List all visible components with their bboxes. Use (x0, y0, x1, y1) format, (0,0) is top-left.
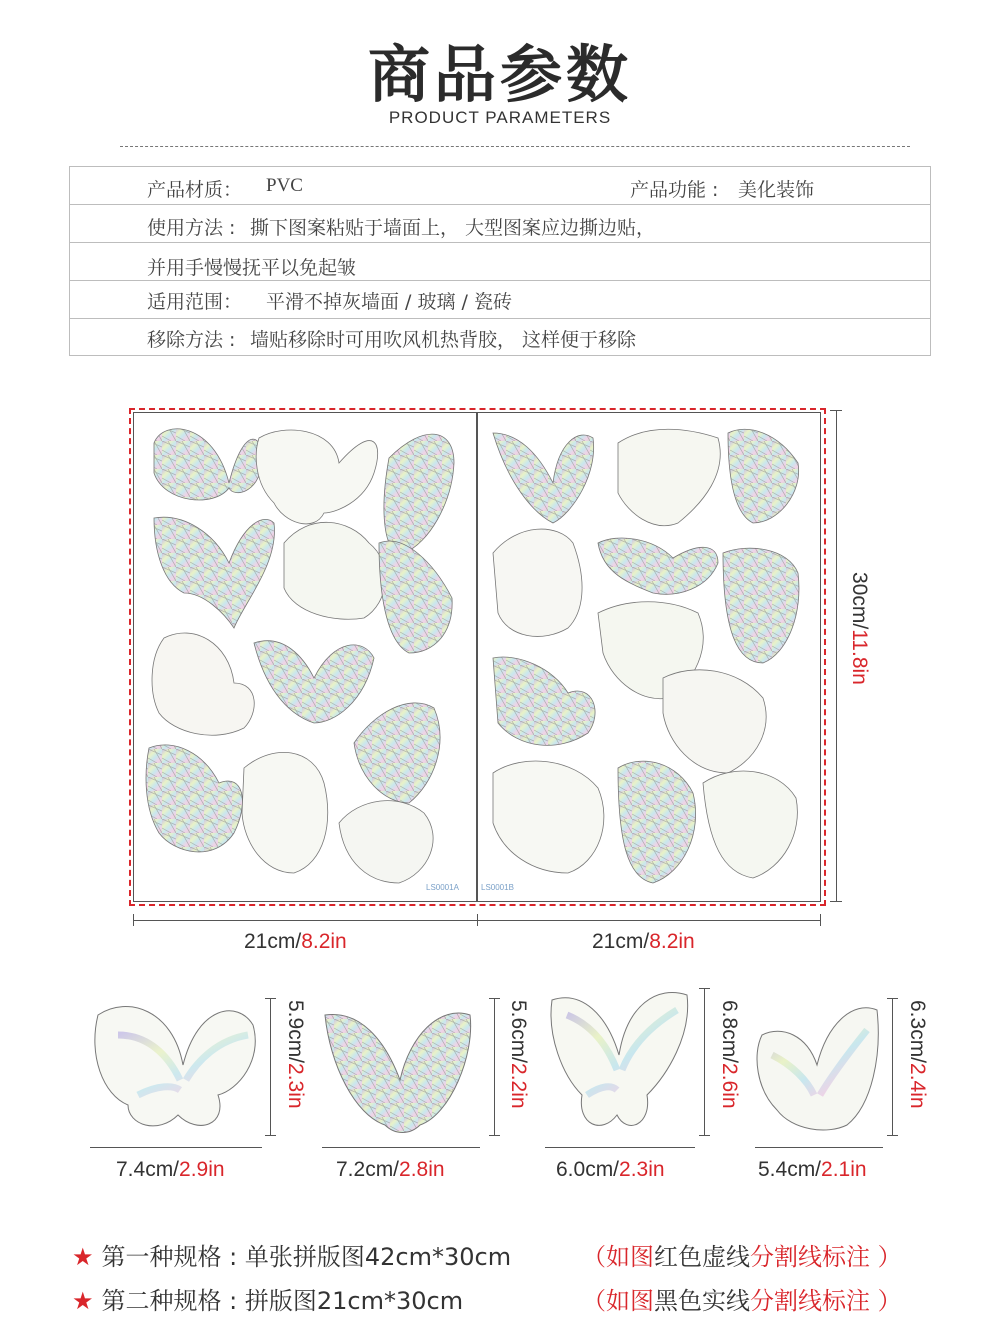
sample-1-width-line (90, 1147, 262, 1148)
sample-3-height-label: 6.8cm/2.6in (718, 1000, 741, 1109)
sample-1-height-tick-bottom (265, 1135, 276, 1136)
sample-3-height-line (704, 988, 705, 1136)
page-subtitle: PRODUCT PARAMETERS (388, 108, 612, 127)
width-tick-mid (477, 914, 478, 926)
sample-4-width-line (755, 1147, 883, 1148)
sample-butterfly-2 (320, 1005, 480, 1135)
red-dashed-split-outline (129, 408, 826, 906)
height-label: 30cm/11.8in (848, 572, 871, 685)
spec-1-paren-open: （如图 (582, 1243, 654, 1271)
sample-2-height-label: 5.6cm/2.2in (507, 1000, 530, 1109)
spec-1-red-dashed: 红色虚线 (654, 1243, 750, 1271)
spec-line-1 (72, 1237, 902, 1272)
sample-3-width-label: 6.0cm/2.3in (556, 1158, 665, 1181)
left-width-label: 21cm/8.2in (244, 930, 347, 953)
function-value: 美化装饰 (738, 179, 815, 201)
page-title: 商品参数 (367, 38, 632, 111)
params-row-usage-cont (70, 243, 930, 281)
sample-4-height-line (892, 998, 893, 1136)
height-tick-top (830, 410, 842, 411)
spec-2-paren-open: （如图 (582, 1287, 654, 1315)
sample-butterfly-4 (752, 995, 884, 1140)
width-tick-left (133, 914, 134, 926)
sample-4-height-tick-bottom (887, 1135, 898, 1136)
spec-2-text: 第二种规格 : 拼版图21cm*30cm (101, 1287, 464, 1315)
height-tick-bottom (830, 901, 842, 902)
header-divider (120, 146, 910, 147)
sample-4-width-label: 5.4cm/2.1in (758, 1158, 867, 1181)
spec-2-paren-close: 分割线标注 ） (750, 1287, 902, 1315)
params-row-material (70, 167, 930, 205)
sample-4-height-label: 6.3cm/2.4in (906, 1000, 929, 1109)
material-value: PVC (266, 175, 303, 196)
sample-3-height-tick-top (699, 988, 710, 989)
sample-3-width-line (545, 1147, 695, 1148)
sample-2-height-tick-bottom (489, 1135, 500, 1136)
params-row-removal (70, 319, 930, 355)
spec-1-text: 第一种规格 : 单张拼版图42cm*30cm (101, 1243, 512, 1271)
sheet-b-code: LS0001B (481, 883, 514, 892)
sample-butterfly-3 (547, 985, 697, 1140)
sample-2-width-line (322, 1147, 480, 1148)
height-dimension-line (836, 410, 837, 902)
scope-value: 平滑不掉灰墙面 / 玻璃 / 瓷砖 (266, 291, 512, 313)
spec-2-black-solid: 黑色实线 (654, 1287, 750, 1315)
usage-value: 撕下图案粘贴于墙面上， 大型图案应边撕边贴， (250, 217, 656, 239)
sample-1-width-label: 7.4cm/2.9in (116, 1158, 225, 1181)
sheet-a-code: LS0001A (426, 883, 459, 892)
star-icon: ★ (72, 1243, 94, 1271)
spec-1-paren-close: 分割线标注 ） (750, 1243, 902, 1271)
material-label: 产品材质： (147, 179, 243, 201)
params-table (69, 166, 931, 356)
sample-4-height-tick-top (887, 998, 898, 999)
star-icon: ★ (72, 1287, 94, 1315)
usage-label: 使用方法 : (147, 217, 236, 239)
scope-label: 适用范围： (147, 291, 243, 313)
params-row-usage (70, 205, 930, 243)
spec-line-2 (72, 1281, 902, 1316)
sample-1-height-tick-top (265, 998, 276, 999)
removal-value: 墙贴移除时可用吹风机热背胶， 这样便于移除 (250, 329, 637, 351)
sample-butterfly-1 (88, 995, 264, 1135)
sample-2-height-line (494, 998, 495, 1136)
usage-value-cont: 并用手慢慢抚平以免起皱 (147, 257, 357, 279)
sample-1-height-label: 5.9cm/2.3in (284, 1000, 307, 1109)
width-tick-right (820, 914, 821, 926)
function-label: 产品功能 : (630, 179, 719, 201)
params-row-scope (70, 281, 930, 319)
removal-label: 移除方法 : (147, 329, 236, 351)
sample-3-height-tick-bottom (699, 1135, 710, 1136)
sample-1-height-line (270, 998, 271, 1136)
sample-2-height-tick-top (489, 998, 500, 999)
sample-2-width-label: 7.2cm/2.8in (336, 1158, 445, 1181)
right-width-label: 21cm/8.2in (592, 930, 695, 953)
